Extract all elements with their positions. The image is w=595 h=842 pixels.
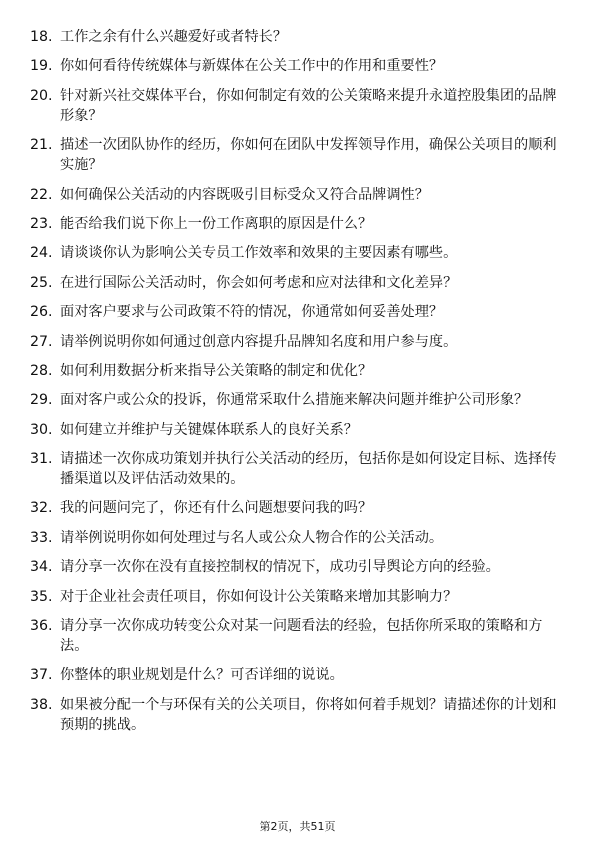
question-item [30,332,565,352]
question-number: 33. [30,529,53,546]
question-text: 如果被分配一个与环保有关的公关项目，你将如何着手规划？请描述你的计划和预期的挑战。 [60,696,557,733]
question-text: 描述一次团队协作的经历，你如何在团队中发挥领导作用，确保公关项目的顺利实施？ [60,137,557,174]
question-number: 23. [30,215,53,232]
question-number: 38. [30,696,53,713]
question-text: 如何利用数据分析来指导公关策略的制定和优化？ [60,362,373,379]
page-footer: 第2页，共51页 [259,820,336,833]
question-text: 你如何看待传统媒体与新媒体在公关工作中的作用和重要性？ [60,58,444,75]
question-text: 请分享一次你成功转变公众对某一问题看法的经验，包括你所采取的策略和方法。 [60,618,543,655]
question-item [30,695,565,735]
question-item [30,135,565,175]
question-number: 31. [30,451,53,468]
question-item [30,56,565,76]
question-text: 请描述一次你成功策划并执行公关活动的经历，包括你是如何设定目标、选择传播渠道以及评估活动效果的。 [60,451,557,488]
question-item [30,665,565,685]
question-number: 37. [30,667,53,684]
question-text: 能否给我们说下你上一份工作离职的原因是什么？ [60,215,373,232]
question-number: 24. [30,245,53,262]
question-text: 我的问题问完了，你还有什么问题想要问我的吗？ [60,500,373,517]
question-number: 28. [30,362,53,379]
question-text: 工作之余有什么兴趣爱好或者特长？ [60,29,288,45]
question-text: 如何确保公关活动的内容既吸引目标受众又符合品牌调性？ [60,186,429,203]
question-number: 19. [30,58,53,75]
question-number: 18. [30,29,53,45]
question-item [30,616,565,656]
question-number: 32. [30,500,53,517]
question-item [30,86,565,126]
question-list [30,27,565,744]
question-number: 35. [30,588,53,605]
question-item [30,420,565,440]
question-item [30,528,565,548]
question-number: 36. [30,618,53,635]
question-text: 在进行国际公关活动时，你会如何考虑和应对法律和文化差异？ [60,274,458,291]
question-number: 27. [30,333,53,350]
question-text: 针对新兴社交媒体平台，你如何制定有效的公关策略来提升永道控股集团的品牌形象？ [60,87,557,124]
question-number: 20. [30,87,53,104]
question-item [30,214,565,234]
question-number: 21. [30,137,53,154]
question-number: 30. [30,421,53,438]
question-number: 26. [30,304,53,321]
question-text: 请谈谈你认为影响公关专员工作效率和效果的主要因素有哪些。 [60,245,458,262]
question-number: 25. [30,274,53,291]
question-item [30,587,565,607]
question-text: 请举例说明你如何通过创意内容提升品牌知名度和用户参与度。 [60,333,458,350]
question-item [30,185,565,205]
question-item [30,273,565,293]
question-text: 请分享一次你在没有直接控制权的情况下，成功引导舆论方向的经验。 [60,559,500,576]
question-item [30,27,565,47]
question-number: 34. [30,559,53,576]
question-item [30,557,565,577]
question-item [30,243,565,263]
question-item [30,449,565,489]
question-number: 29. [30,392,53,409]
question-text: 面对客户或公众的投诉，你通常采取什么措施来解决问题并维护公司形象？ [60,392,529,409]
question-item [30,390,565,410]
question-item [30,361,565,381]
question-item [30,302,565,322]
question-text: 对于企业社会责任项目，你如何设计公关策略来增加其影响力？ [60,588,458,605]
question-text: 面对客户要求与公司政策不符的情况，你通常如何妥善处理？ [60,304,444,321]
question-text: 你整体的职业规划是什么？可否详细的说说。 [60,667,344,684]
question-number: 22. [30,186,53,203]
question-item [30,498,565,518]
question-text: 如何建立并维护与关键媒体联系人的良好关系？ [60,421,358,438]
question-text: 请举例说明你如何处理过与名人或公众人物合作的公关活动。 [60,529,444,546]
